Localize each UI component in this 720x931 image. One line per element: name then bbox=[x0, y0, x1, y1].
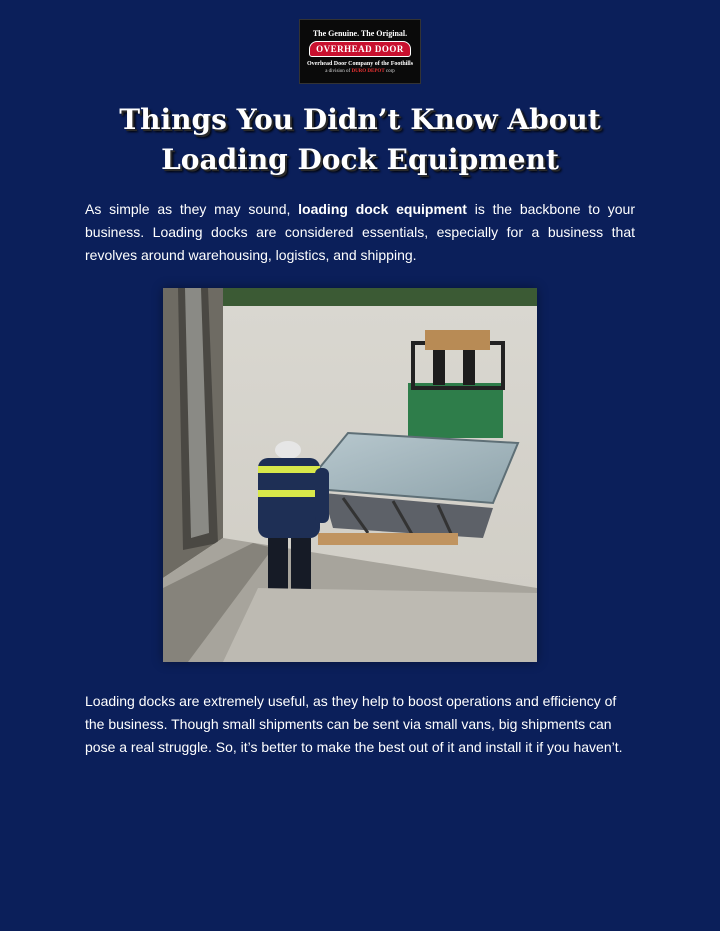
forklift-body bbox=[408, 383, 503, 438]
logo-company-name: Overhead Door Company of the Foothills bbox=[306, 61, 414, 67]
page-title bbox=[0, 100, 720, 180]
logo-division bbox=[325, 69, 395, 74]
worker-arm bbox=[315, 468, 329, 523]
worker-leg-left bbox=[268, 538, 288, 593]
logo-brand: OVERHEAD DOOR bbox=[309, 41, 411, 57]
dock-ramp bbox=[223, 588, 537, 662]
intro-paragraph bbox=[85, 198, 635, 267]
wooden-pallet bbox=[318, 533, 458, 545]
logo-tagline: The Genuine. The Original. bbox=[312, 29, 408, 38]
title-line-2: Loading Dock Equipment bbox=[161, 143, 559, 176]
company-logo bbox=[299, 19, 421, 84]
reflective-stripe-2 bbox=[258, 490, 320, 497]
logo-division-prefix: a division of bbox=[325, 69, 351, 74]
body-paragraph: Loading docks are extremely useful, as they help to boost operations and efficiency of the business. Though small shipments can be sent via small vans, big shipments can pose a real struggle. So, it’s better to make the best out of it and install it if you haven’t. bbox=[85, 693, 623, 755]
forklift-load bbox=[425, 330, 490, 350]
logo-division-suffix: corp bbox=[385, 69, 395, 74]
logo-division-name: DURO DEPOT bbox=[351, 69, 385, 74]
loading-dock-photo bbox=[163, 288, 537, 662]
forklift-mast bbox=[433, 350, 445, 385]
reflective-stripe-1 bbox=[258, 466, 320, 473]
intro-bold-link: loading dock equipment bbox=[298, 201, 467, 217]
intro-text-before: As simple as they may sound, bbox=[85, 201, 299, 217]
intro-text-after: is the backbone to your business. Loading docks are considered essentials, especially for a business that revolves around warehousing, logistics, and shipping. bbox=[85, 201, 635, 263]
hard-hat bbox=[275, 441, 301, 459]
title-line-1: Things You Didn’t Know About bbox=[119, 103, 601, 136]
worker-leg-right bbox=[291, 538, 311, 593]
forklift-mast-2 bbox=[463, 350, 475, 385]
photo-illustration bbox=[163, 288, 537, 662]
